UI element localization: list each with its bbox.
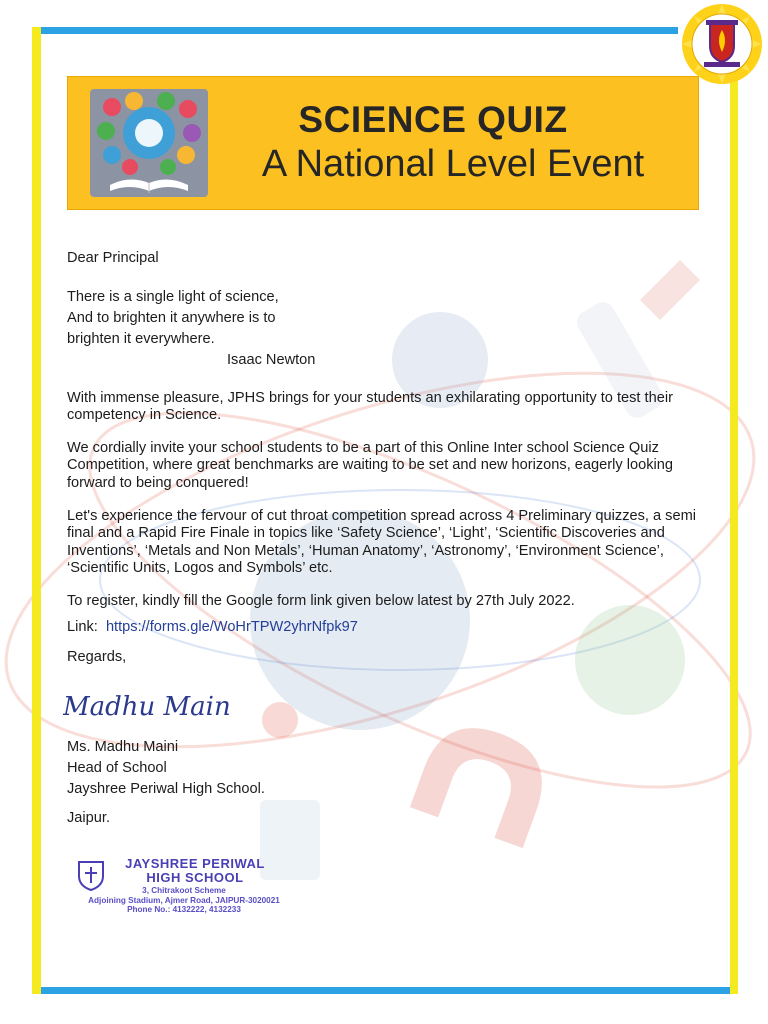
school-logo-icon [680,2,764,86]
registration-instruction: To register, kindly fill the Google form link given below latest by 27th July 2022. [67,592,575,609]
signatory-title: Head of School [67,759,167,776]
quote-line: And to brighten it anywhere is to [67,309,276,326]
science-education-illustration [90,89,208,197]
quote-author: Isaac Newton [227,351,316,368]
school-stamp [66,855,302,919]
signatory-name: Ms. Madhu Maini [67,738,179,755]
frame-top-border [32,27,678,34]
body-paragraph: We cordially invite your school students to be a part of this Online Inter school Science Quiz Competition, where great benchmarks are waiting to be set and new horizons, eagerly looking forward to being conquered! [67,439,673,491]
stamp-address [66,886,302,915]
event-banner [67,76,699,210]
letter-body [63,250,707,829]
stamp-address1: 3, Chitrakoot Scheme [142,886,226,895]
link-label: Link: [67,618,98,635]
stamp-phone: Phone No.: 4132222, 4132233 [127,905,241,914]
city: Jaipur. [67,809,110,826]
body-paragraph: With immense pleasure, JPHS brings for your students an exhilarating opportunity to test their competency in Science. [67,389,673,424]
stamp-line2: HIGH SCHOOL [146,870,244,885]
page-subtitle: A National Level Event [261,143,645,185]
frame-bottom-border [32,987,738,994]
school-name: Jayshree Periwal High School. [67,780,265,797]
quote-line: There is a single light of science, [67,288,279,305]
quote-line: brighten it everywhere. [67,330,215,347]
handwritten-signature [63,681,263,729]
stamp-school-name [100,857,290,885]
closing-regards: Regards, [67,649,127,666]
stamp-line1: JAYSHREE PERIWAL [125,856,265,871]
frame-right-border [730,80,738,994]
frame-left-border [32,27,41,994]
stamp-address2: Adjoining Stadium, Ajmer Road, JAIPUR-3020021 [88,895,280,905]
page-title: SCIENCE QUIZ [298,99,568,140]
body-paragraph: Let's experience the fervour of cut throat competition spread across 4 Preliminary quizzes, a semi final and a Rapid Fire Finale in topics like ‘Safety Science’, ‘Light’, ‘Scientific Discoveries and Inventions’, ‘Metals and Non Metals’, ‘Human Anatomy’, ‘Astronomy’, ‘Environment Science’, ‘Scientific Units, Logos and Symbols’ etc. [67,507,696,577]
registration-form-link[interactable]: https://forms.gle/WoHrTPW2yhrNfpk97 [105,618,358,635]
signature-text: Madhu Main [63,691,231,722]
salutation: Dear Principal [67,250,159,266]
registration-link-row [67,619,707,637]
